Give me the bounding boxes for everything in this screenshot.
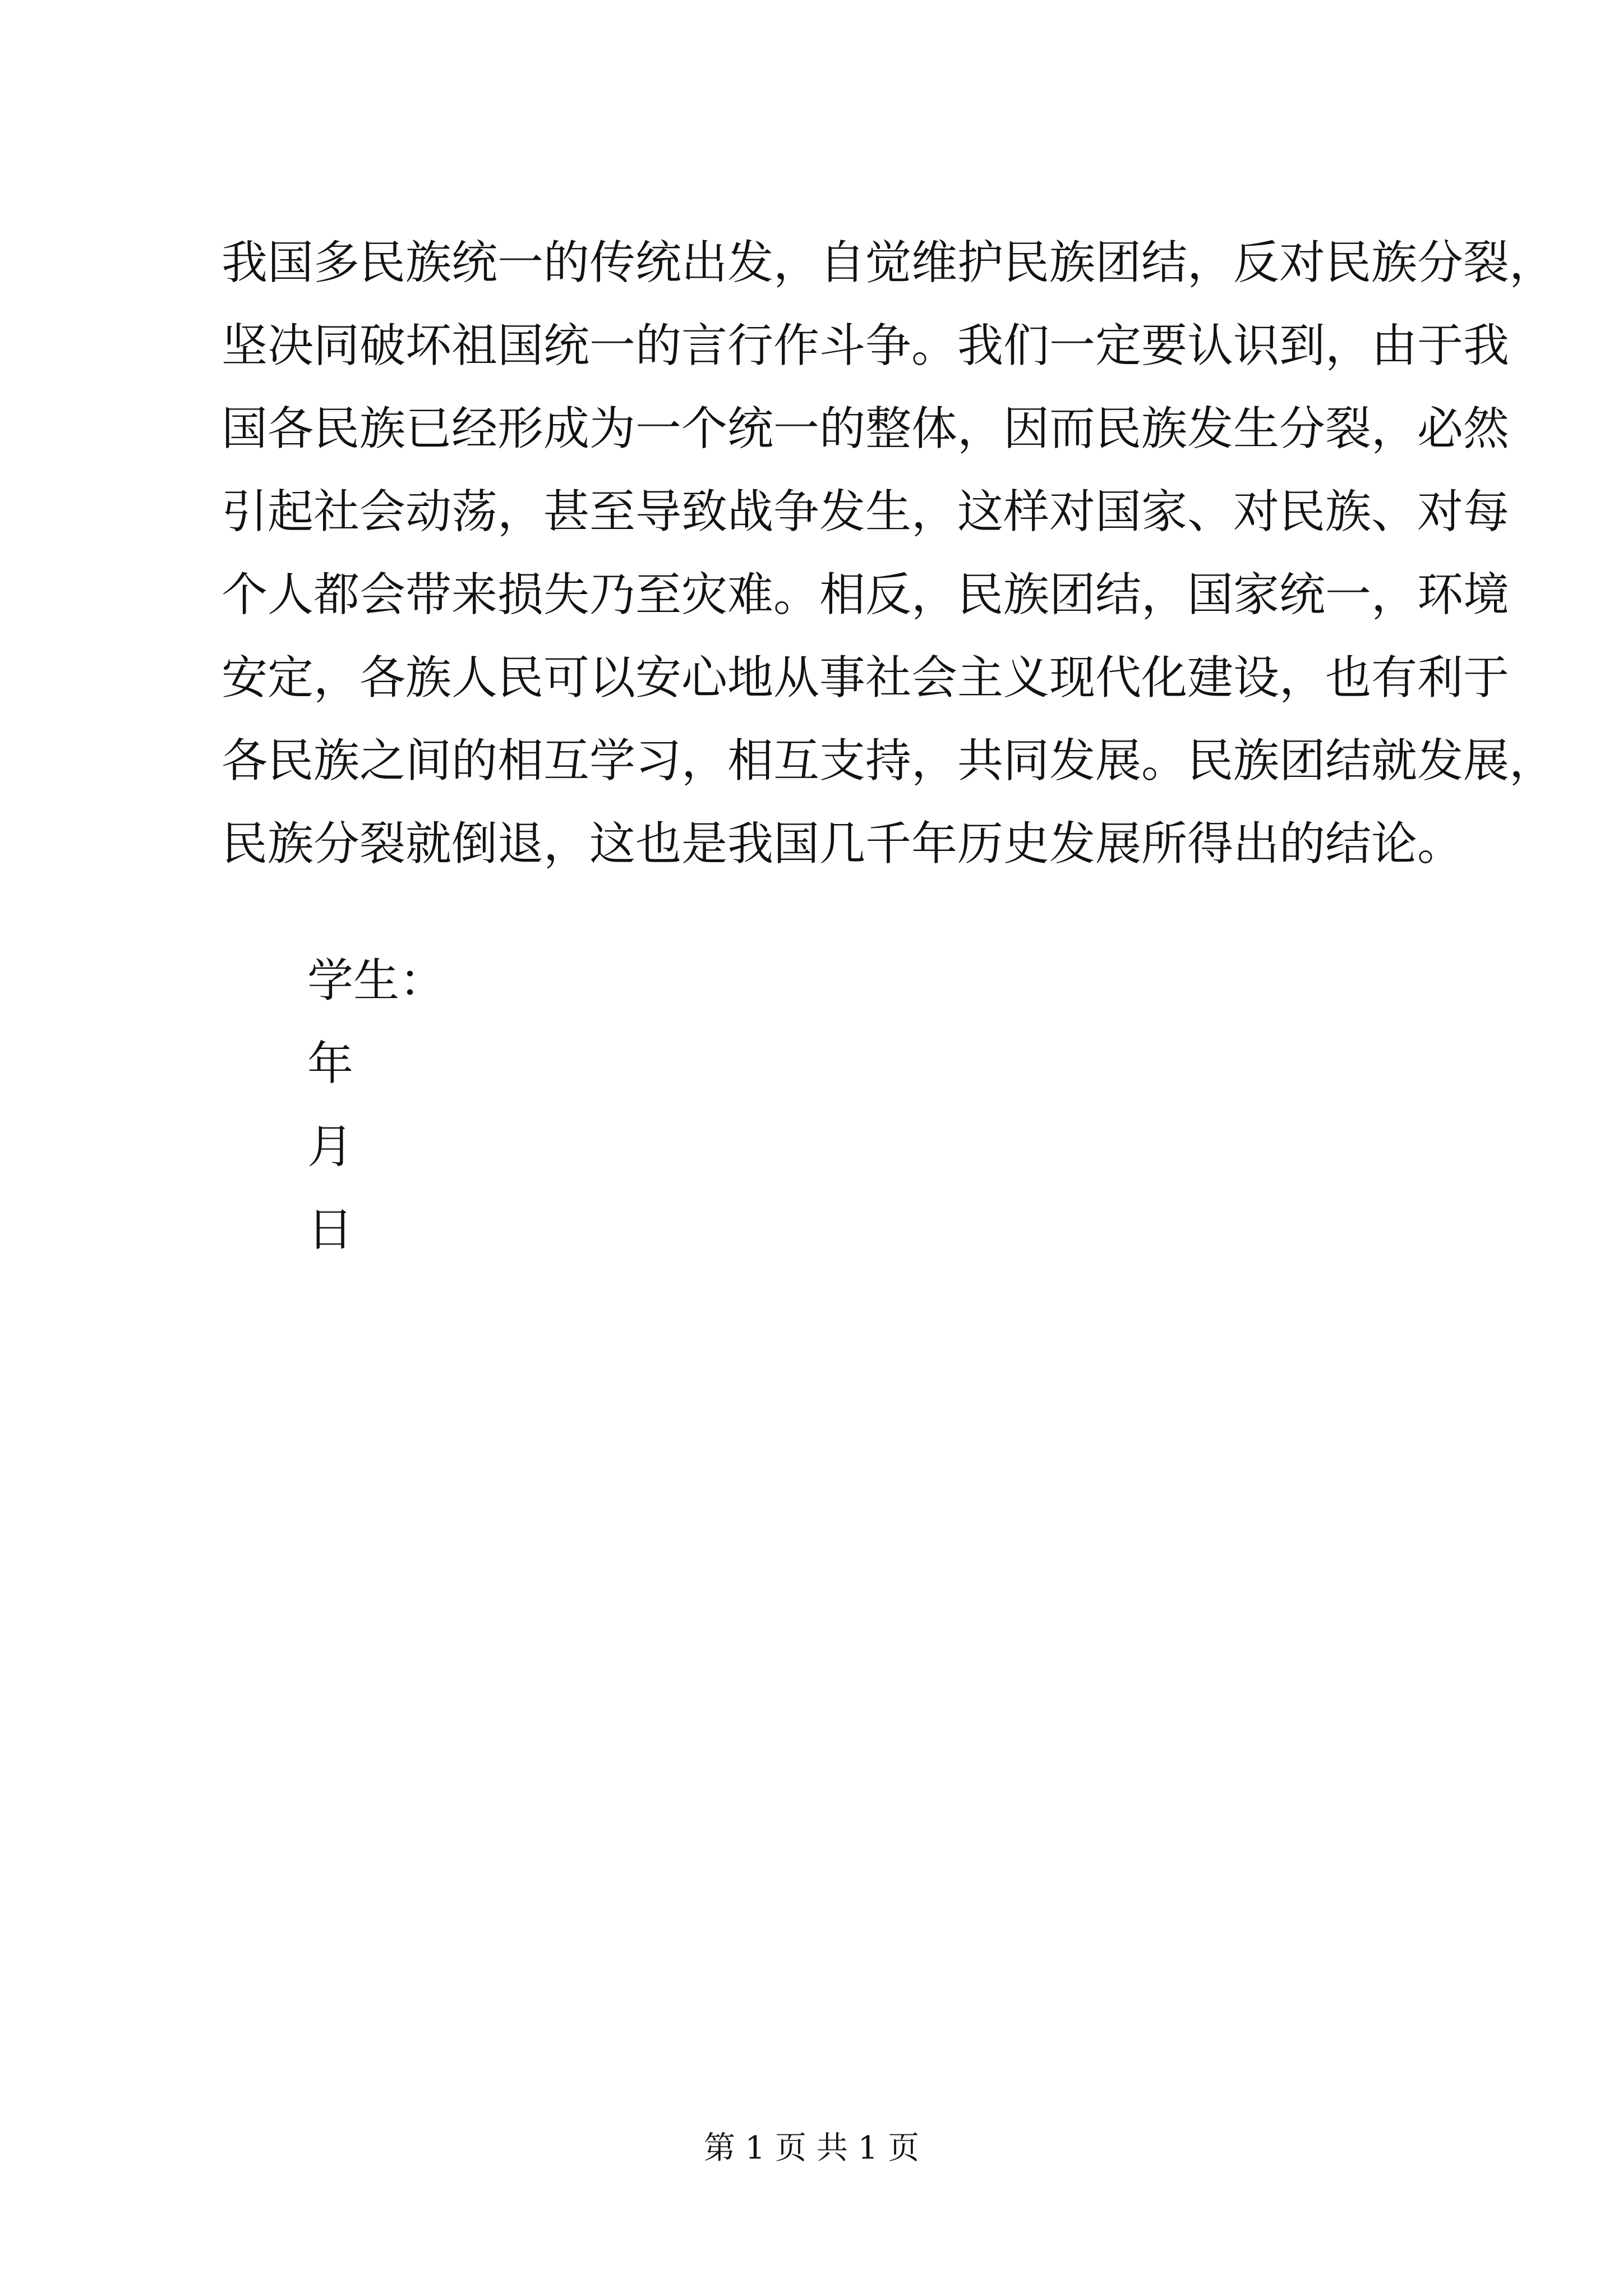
paragraph-line: 民族分裂就倒退，这也是我国几千年历史发展所得出的结论。 [222, 817, 1464, 871]
student-label: 学生： [307, 954, 446, 1007]
page-footer: 第 1 页 共 1 页 [703, 2130, 920, 2166]
year-label: 年 [307, 1037, 354, 1091]
paragraph-line: 坚决同破坏祖国统一的言行作斗争。我们一定要认识到，由于我 [222, 319, 1510, 372]
paragraph-line: 安定，各族人民可以安心地从事社会主义现代化建设，也有利于 [222, 651, 1510, 705]
body-paragraph [222, 222, 1556, 886]
paragraph-line: 各民族之间的相互学习，相互支持，共同发展。民族团结就发展， [222, 734, 1556, 788]
paragraph-line: 个人都会带来损失乃至灾难。相反，民族团结，国家统一，环境 [222, 568, 1510, 622]
paragraph-line: 我国多民族统一的传统出发，自觉维护民族团结，反对民族分裂， [222, 236, 1556, 289]
paragraph-line: 引起社会动荡，甚至导致战争发生，这样对国家、对民族、对每 [222, 485, 1510, 539]
day-label: 日 [307, 1203, 354, 1257]
paragraph-line: 国各民族已经形成为一个统一的整体，因而民族发生分裂，必然 [222, 402, 1510, 455]
signature-block [307, 940, 445, 1272]
month-label: 月 [307, 1120, 354, 1174]
